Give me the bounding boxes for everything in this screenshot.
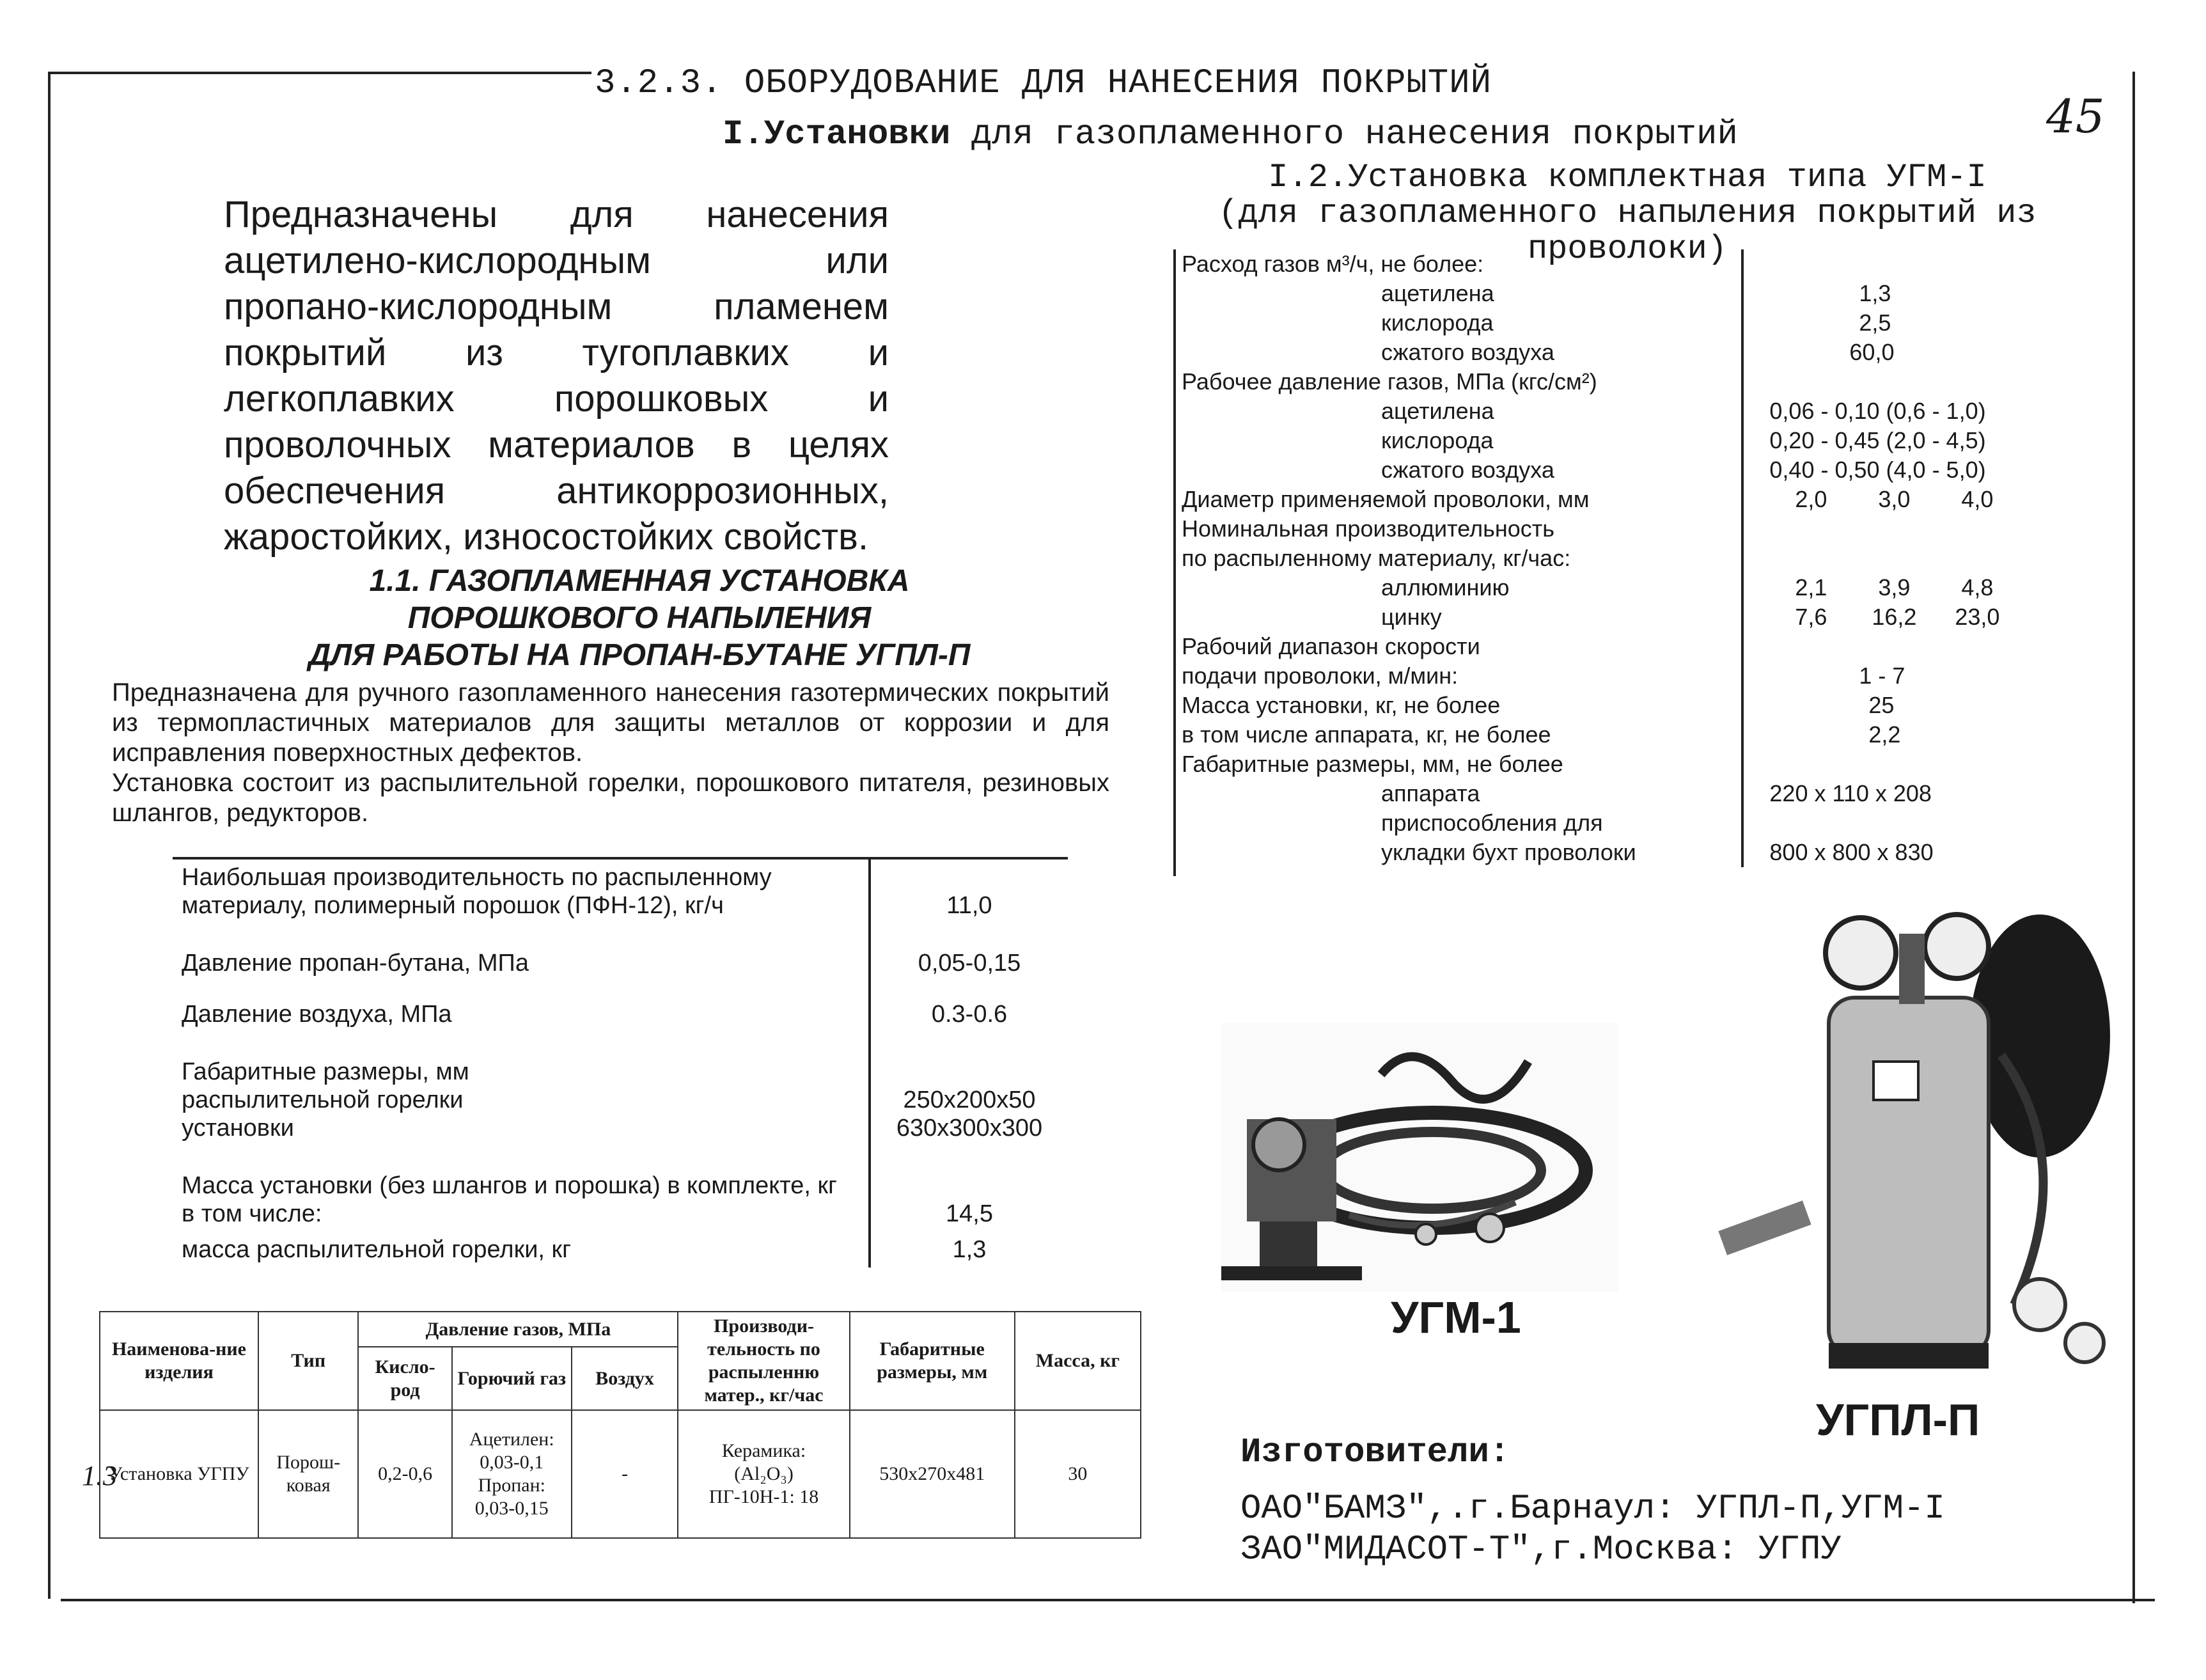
frame-right-line (2132, 72, 2135, 1603)
left-spec-table (173, 857, 1068, 1268)
spec-label (173, 1146, 870, 1232)
intro-text: Предназначены для нанесения ацетилено-кислородным или пропано-кислородным пламенем покрытий из тугоплавких и легкоплавких порошковых и проволочных материалов в целях обеспечения антикоррозионных, жаростойких, износостойких свойств. (224, 194, 889, 558)
spec-label: аллюминию (1381, 574, 1510, 601)
spec-dims-unit-value: 630x300x300 (896, 1115, 1043, 1142)
spec-value: 1,3 (870, 1232, 1068, 1268)
ugm-1-photo (1221, 1023, 1618, 1292)
manufacturers-title: Изготовители: (1240, 1433, 1510, 1472)
cell-air: - (572, 1410, 678, 1538)
spec-mass-incl: в том числе: (182, 1200, 322, 1227)
col-pressure-header: Давление газов, МПа (358, 1312, 678, 1347)
section-1-2-line1: I.2.Установка комплектная типа УГМ-I (1268, 159, 1987, 196)
spec-label: Масса установки, кг, не более (1182, 692, 1501, 718)
spec-label: сжатого воздуха (1381, 457, 1554, 483)
spec-label: Давление воздуха, МПа (182, 1001, 452, 1028)
spec-value: 0.3-0.6 (870, 981, 1068, 1032)
manufacturers (1240, 1433, 1945, 1571)
equipment-table (99, 1311, 1141, 1539)
section-1-1-description (112, 678, 1109, 828)
spec-value: 2,0 3,0 4,0 (1742, 485, 2085, 514)
spec-dims-burner-value: 250x200x50 (903, 1087, 1036, 1113)
spec-dims-burner: распылительной горелки (182, 1087, 464, 1113)
section-1-1-heading (243, 563, 1036, 674)
cell-type: Порош-ковая (258, 1410, 358, 1538)
spec-value: 14,5 (870, 1146, 1068, 1232)
spec-label: ацетилена (1381, 398, 1494, 424)
spec-label: Наибольшая производительность по распыленному материалу, полимерный порошок (ПФН-12), кг/ч (173, 858, 870, 923)
spec-dims-unit: установки (182, 1115, 294, 1142)
spec-value (870, 1032, 1068, 1146)
section-title: 3.2.3. ОБОРУДОВАНИЕ ДЛЯ НАНЕСЕНИЯ ПОКРЫТИЙ (595, 64, 1492, 103)
spec-value: 7,6 16,2 23,0 (1742, 602, 2085, 632)
ugpl-p-photo (1682, 895, 2116, 1394)
cell-mass: 30 (1015, 1410, 1141, 1538)
spec-value: 1,3 (1742, 279, 2085, 308)
spec-label: ацетилена (1381, 280, 1494, 306)
manufacturer-1: ОАО"БАМЗ",.г.Барнаул: УГПЛ-П,УГМ-I (1240, 1489, 1945, 1528)
spec-label: укладки бухт проволоки (1381, 839, 1636, 865)
spec-value: 25 (1742, 691, 2085, 720)
frame-top-line (48, 72, 591, 74)
right-spec-table (1177, 249, 2085, 867)
cell-fuel: Ацетилен: 0,03-0,1 Пропан: 0,03-0,15 (452, 1410, 572, 1538)
cell-productivity: Керамика: (Al₂O₃) ПГ-10Н-1: 18 (678, 1410, 849, 1538)
spec-dims-title: Габаритные размеры, мм (182, 1058, 469, 1085)
spec-label: масса распылительной горелки, кг (182, 1236, 572, 1263)
row-number: 1.3 (82, 1460, 117, 1491)
col-dims-header: Габаритные размеры, мм (850, 1312, 1015, 1410)
col-productivity-header: Производи-тельность по распыленню матер., кг/час (678, 1312, 849, 1410)
frame-bottom-line (61, 1599, 2155, 1601)
section-1-2-line2: (для газопламенного напыления покрытий из проволоки) (1218, 194, 2037, 268)
description-2: Установка состоит из распылительной горелки, порошкового питателя, резиновых шлангов, редукторов. (112, 769, 1109, 827)
spec-label: приспособления для (1381, 810, 1603, 836)
section-1-1-line3: ДЛЯ РАБОТЫ НА ПРОПАН-БУТАНЕ УГПЛ-П (308, 638, 971, 672)
section-1-1-line2: ПОРОШКОВОГО НАПЫЛЕНИЯ (407, 601, 872, 635)
spec-value: 0,40 - 0,50 (4,0 - 5,0) (1742, 455, 2085, 485)
subtitle-bold: I.Установки (723, 115, 951, 154)
cell-dims: 530x270x481 (850, 1410, 1015, 1538)
cell-name: Установка УГПУ (100, 1410, 258, 1538)
section-1-1-line1: 1.1. ГАЗОПЛАМЕННАЯ УСТАНОВКА (369, 564, 910, 598)
spec-value: 1 - 7 (1742, 661, 2085, 691)
spec-label: по распыленному материалу, кг/час: (1182, 545, 1571, 571)
col-mass-header: Масса, кг (1015, 1312, 1141, 1410)
spec-value: 220 x 110 x 208 (1742, 779, 2085, 808)
subtitle (723, 115, 1738, 154)
spec-value: 2,1 3,9 4,8 (1742, 573, 2085, 602)
spec-label: Расход газов м³/ч, не более: (1182, 251, 1484, 277)
spec-label: аппарата (1381, 780, 1480, 806)
spec-label: Диаметр применяемой проволоки, мм (1182, 486, 1590, 512)
spec-value: 0,06 - 0,10 (0,6 - 1,0) (1742, 396, 2085, 426)
cell-oxygen: 0,2-0,6 (358, 1410, 451, 1538)
ugpl-p-label: УГПЛ-П (1816, 1395, 1980, 1445)
subtitle-rest: для газопламенного нанесения покрытий (950, 115, 1738, 154)
spec-label: Номинальная производительность (1182, 515, 1554, 542)
spec-label: цинку (1381, 604, 1442, 630)
table-row (100, 1410, 1141, 1538)
description-1: Предназначена для ручного газопламенного нанесения газотермических покрытий из термопластичных материалов для защиты металлов от коррозии и для исправления поверхностных дефектов. (112, 679, 1109, 767)
col-air-header: Воздух (572, 1347, 678, 1410)
spec-value: 60,0 (1742, 338, 2085, 367)
spec-value: 2,5 (1742, 308, 2085, 338)
spec-label: Рабочий диапазон скорости (1182, 633, 1480, 659)
spec-value: 2,2 (1742, 720, 2085, 750)
spec-label: кислорода (1381, 427, 1494, 453)
col-type-header: Тип (258, 1312, 358, 1410)
spec-value: 800 x 800 x 830 (1742, 838, 2085, 867)
spec-label: Габаритные размеры, мм, не более (1182, 751, 1563, 777)
spec-label: кислорода (1381, 310, 1494, 336)
spec-label: Рабочее давление газов, МПа (кгс/см²) (1182, 368, 1597, 395)
frame-left-line (48, 72, 51, 1599)
page-number: 45 (2046, 90, 2105, 143)
spec-label: подачи проволоки, м/мин: (1182, 663, 1459, 689)
spec-mass-title: Масса установки (без шлангов и порошка) в комплекте, кг (182, 1172, 838, 1199)
col-fuel-header: Горючий газ (452, 1347, 572, 1410)
spec-label: Давление пропан-бутана, МПа (182, 950, 529, 977)
col-name-header: Наименова-ние изделия (100, 1312, 258, 1410)
spec-value: 11,0 (870, 858, 1068, 923)
spec-value: 0,05-0,15 (870, 923, 1068, 981)
spec-label: в том числе аппарата, кг, не более (1182, 721, 1551, 748)
manufacturer-2: ЗАО"МИДАСОТ-Т",г.Москва: УГПУ (1240, 1530, 1842, 1569)
spec-label (173, 1032, 870, 1146)
col-oxygen-header: Кисло-род (358, 1347, 451, 1410)
ugm-1-label: УГМ-1 (1391, 1292, 1521, 1342)
spec-label: сжатого воздуха (1381, 339, 1554, 365)
spec-value: 0,20 - 0,45 (2,0 - 4,5) (1742, 426, 2085, 455)
right-spec-left-border (1173, 249, 1176, 876)
